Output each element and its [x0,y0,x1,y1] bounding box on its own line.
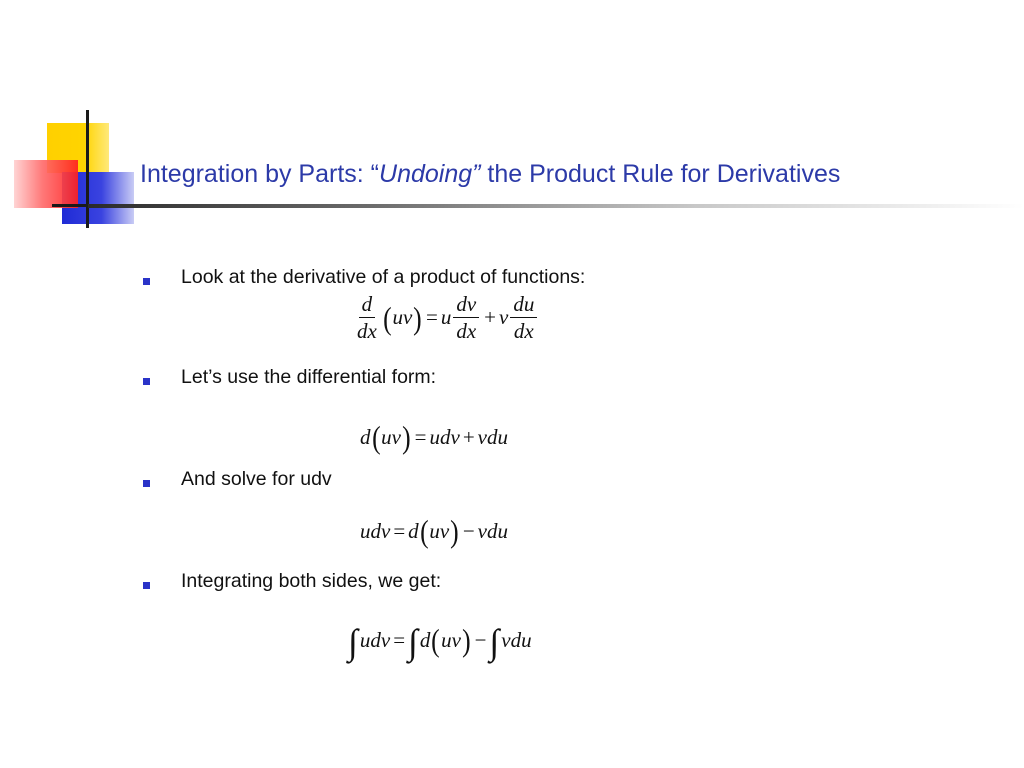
bullet-text: Let’s use the differential form: [181,366,437,388]
bullet-marker [143,582,150,589]
fraction: $\frac{du}{dx}$ [510,293,537,342]
fraction: $\frac{d}{dx}$ [357,292,377,344]
equation-product-rule: $\frac{d}{dx}$ ( uv ) = u $\frac{dv}{dx}$ + v $\frac{du}{dx}$ [352,293,539,342]
bullet-text: Integrating both sides, we get: [181,570,442,592]
bullet-marker [143,378,150,385]
bullet-text: And solve for udv [181,468,332,490]
equation-differential-form: d ( uv ) = udv + vdu [360,419,508,455]
equation-integrated: ∫ udv = ∫ d ( uv ) − ∫ vdu [348,622,532,662]
red-square-decoration [14,160,78,208]
title-emphasis: Undoing” [379,160,481,188]
bullet-marker [143,480,150,487]
integral-sign: ∫ [489,622,500,662]
fraction: $\frac{dv}{dx}$ [453,293,479,342]
integral-sign: ∫ [408,622,418,662]
title-text-after: the Product Rule for Derivatives [480,160,841,188]
bullet-text: Look at the derivative of a product of functions: [181,266,586,288]
slide-title [140,160,840,189]
integral-sign: ∫ [348,622,358,662]
vertical-line-decoration [86,110,89,228]
title-text-before: Integration by Parts: “ [140,160,380,188]
equation-solve-udv: udv = d ( uv ) − vdu [360,513,508,549]
title-underline-rule [88,204,1024,208]
bullet-marker [143,278,150,285]
